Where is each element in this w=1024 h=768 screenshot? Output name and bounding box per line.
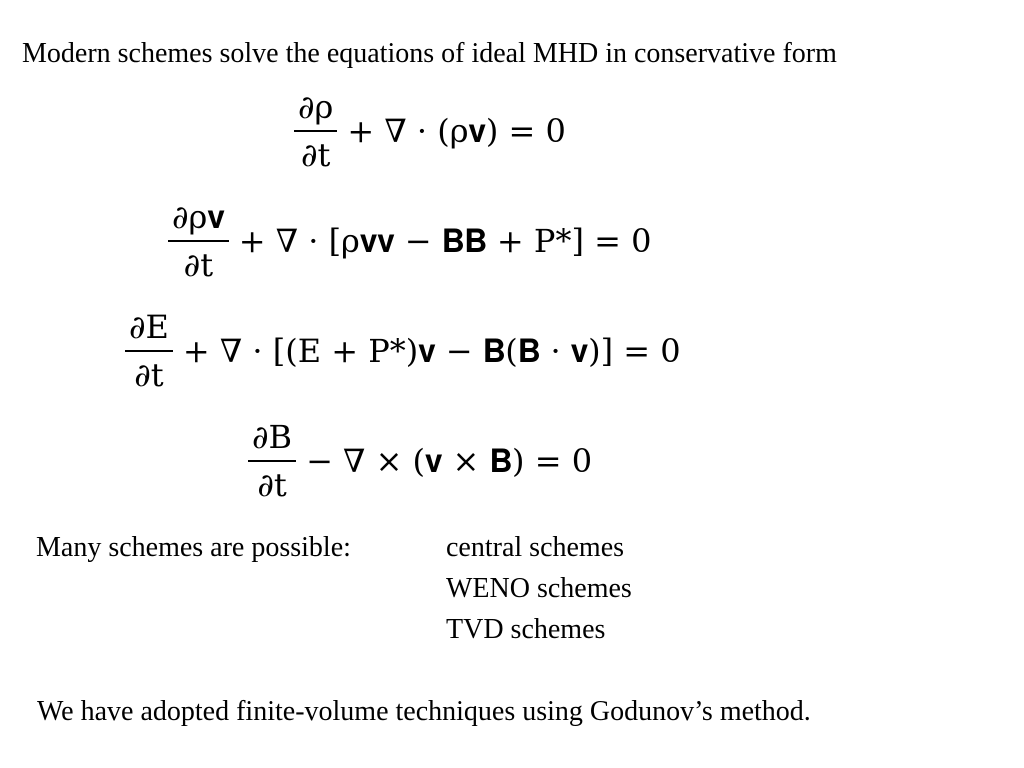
equation-numerator: ∂B <box>248 418 296 462</box>
equation-numerator: ∂E <box>125 308 173 352</box>
closing-statement: We have adopted finite-volume techniques using Godunov’s method. <box>37 696 811 727</box>
continuity-equation <box>294 88 566 174</box>
momentum-equation <box>168 198 651 284</box>
equation-fraction <box>248 418 296 504</box>
list-item: central schemes <box>446 532 625 563</box>
equation-denominator: ∂t <box>134 356 164 394</box>
induction-equation <box>248 418 592 504</box>
equation-rhs: − ∇ × (𝐯 × 𝐁) = 0 <box>306 442 593 480</box>
equation-numerator: ∂ρ𝐯 <box>168 198 229 242</box>
equation-denominator: ∂t <box>257 466 287 504</box>
equation-denominator: ∂t <box>183 246 214 284</box>
list-item: TVD schemes <box>446 614 606 645</box>
equation-fraction <box>294 88 337 174</box>
schemes-list <box>446 527 632 650</box>
equation-rhs: + ∇ · [(E + P*)𝐯 − 𝐁(𝐁 · 𝐯)] = 0 <box>182 332 681 370</box>
schemes-label: Many schemes are possible: <box>36 532 351 563</box>
equation-fraction <box>168 198 229 284</box>
equation-rhs: + ∇ · (ρ𝐯) = 0 <box>347 112 566 150</box>
equation-denominator: ∂t <box>300 136 331 174</box>
energy-equation <box>125 308 681 394</box>
equation-rhs: + ∇ · [ρ𝐯𝐯 − 𝐁𝐁 + P*] = 0 <box>238 222 652 260</box>
equation-numerator: ∂ρ <box>294 88 337 132</box>
equation-fraction <box>125 308 173 394</box>
slide-heading: Modern schemes solve the equations of ideal MHD in conservative form <box>22 38 837 69</box>
list-item: WENO schemes <box>446 573 632 604</box>
